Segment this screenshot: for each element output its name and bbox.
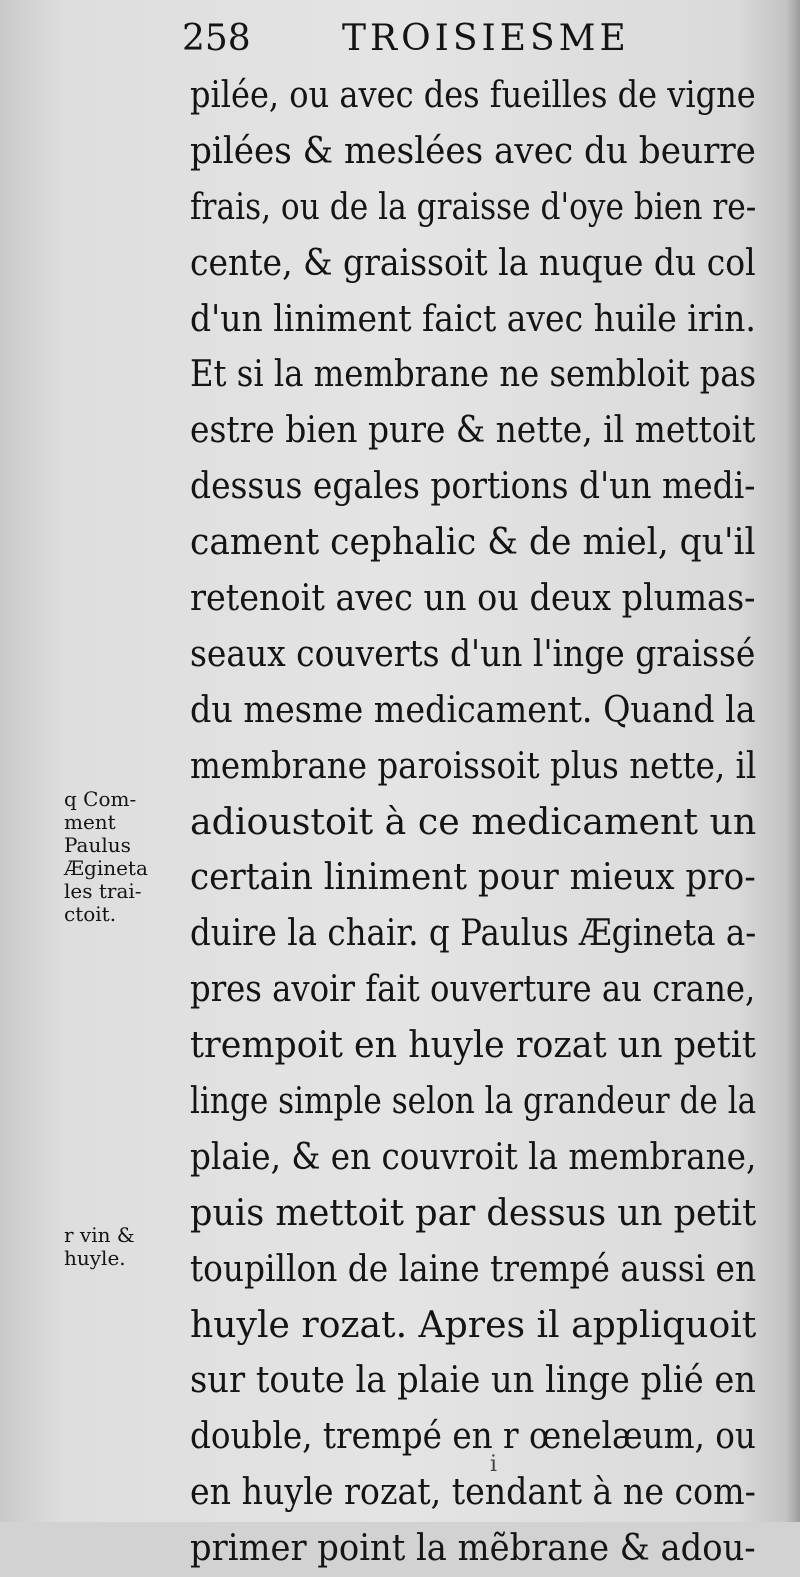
text-line: plaie, & en couvroit la membrane, bbox=[190, 1136, 757, 1178]
bottom-mark: i bbox=[490, 1452, 498, 1477]
text-line: membrane paroissoit plus nette, il bbox=[190, 745, 757, 787]
text-line: pilée, ou avec des fueilles de vigne bbox=[190, 75, 756, 116]
margin-note-line: q Com- bbox=[64, 787, 137, 811]
text-line: certain liniment pour mieux pro- bbox=[190, 857, 756, 899]
text-line: double, trempé en r œnelæum, ou bbox=[190, 1416, 756, 1458]
body-text bbox=[190, 68, 760, 1577]
text-line: trempoit en huyle rozat un petit bbox=[190, 1025, 756, 1067]
margin-note-vin-huyle bbox=[64, 1224, 184, 1270]
margin-note-paulus bbox=[64, 788, 184, 926]
text-line: cente, & graissoit la nuque du col bbox=[190, 242, 756, 284]
text-line: adioustoit à ce medicament un bbox=[190, 801, 757, 843]
text-line: sur toute la plaie un linge plié en bbox=[190, 1360, 756, 1402]
text-line: duire la chair. q Paulus Ægineta a- bbox=[190, 913, 757, 955]
text-line: du mesme medicament. Quand la bbox=[190, 689, 756, 731]
page-number: 258 bbox=[182, 18, 251, 59]
text-line: seaux couverts d'un l'inge graissé bbox=[190, 633, 756, 675]
margin-note-line: Paulus bbox=[64, 833, 131, 857]
margin-note-line: Ægineta bbox=[64, 856, 148, 880]
text-line: dessus egales portions d'un medi- bbox=[190, 466, 756, 508]
margin-note-line: les trai- bbox=[64, 879, 142, 903]
page-edge-shadow bbox=[786, 0, 800, 1522]
text-line: frais, ou de la graisse d'oye bien re- bbox=[190, 186, 757, 228]
margin-note-line: ctoit. bbox=[64, 902, 117, 926]
text-line: huyle rozat. Apres il appliquoit bbox=[190, 1304, 757, 1346]
text-line: primer point la mẽbrane & adou- bbox=[190, 1528, 756, 1570]
text-line: estre bien pure & nette, il mettoit bbox=[190, 410, 756, 452]
text-line: toupillon de laine trempé aussi en bbox=[190, 1248, 757, 1290]
text-line: en huyle rozat, tendant à ne com- bbox=[190, 1472, 756, 1514]
running-head bbox=[182, 18, 630, 66]
text-line: d'un liniment faict avec huile irin. bbox=[190, 298, 756, 340]
margin-note-line: ment bbox=[64, 810, 116, 834]
text-line: linge simple selon la grandeur de la bbox=[190, 1081, 757, 1123]
section-title: TROISIESME bbox=[342, 18, 630, 59]
margin-note-line: huyle. bbox=[64, 1246, 126, 1270]
text-line: cament cephalic & de miel, qu'il bbox=[190, 522, 756, 564]
text-line: pres avoir fait ouverture au crane, bbox=[190, 969, 756, 1011]
text-line: puis mettoit par dessus un petit bbox=[190, 1192, 757, 1234]
text-line: retenoit avec un ou deux plumas- bbox=[190, 578, 756, 620]
margin-note-line: r vin & bbox=[64, 1223, 135, 1247]
text-line: pilées & meslées avec du beurre bbox=[190, 130, 756, 172]
text-line: Et si la membrane ne sembloit pas bbox=[190, 354, 757, 396]
